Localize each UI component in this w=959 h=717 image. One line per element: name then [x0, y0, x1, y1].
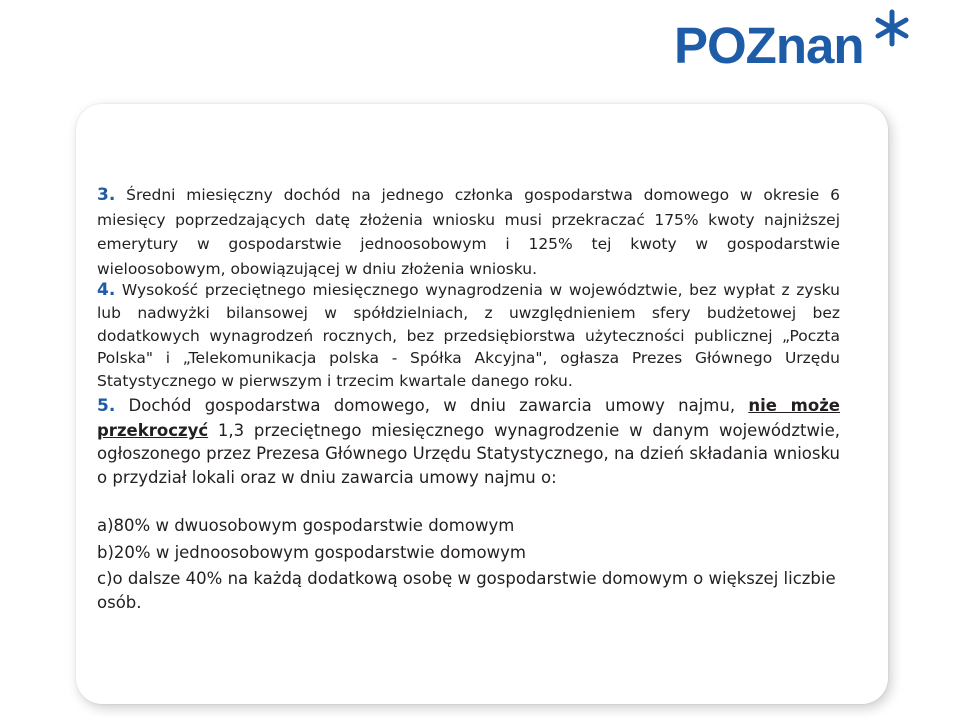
paragraph-5	[97, 394, 840, 490]
logo-wordmark: POZnan	[674, 17, 864, 74]
option-b: b)20% w jednoosobowym gospodarstwie domowym	[97, 543, 526, 562]
paragraph-4	[97, 279, 840, 393]
paragraph-5-emphasis: nie może przekroczyć	[97, 396, 840, 440]
paragraph-3-number: 3.	[97, 185, 116, 205]
paragraph-4-text: Wysokość przeciętnego miesięcznego wynagrodzenia w województwie, bez wypłat z zysku lub nadwyżki bilansowej w spółdzielniach, z uwzględnieniem sfery budżetowej bez dodatkowych wynagrodzeń rocznych, bez przedsiębiorstwa użyteczności publicznej „Poczta Polska" i „Telekomunikacja polska - Spółka Akcyjna", ogłasza Prezes Głównego Urzędu Statystycznego w pierwszym i trzecim kwartale danego roku.	[97, 281, 840, 391]
paragraph-3	[97, 183, 840, 281]
paragraph-5-text-before: Dochód gospodarstwa domowego, w dniu zawarcia umowy najmu,	[115, 396, 749, 415]
paragraph-5-number: 5.	[97, 396, 116, 416]
option-c: c)o dalsze 40% na każdą dodatkową osobę w gospodarstwie domowym o większej liczbie osób.	[97, 569, 836, 612]
paragraph-3-text: Średni miesięczny dochód na jednego członka gospodarstwa domowego w okresie 6 miesięcy poprzedzających datę złożenia wniosku musi przekraczać 175% kwoty najniższej emerytury w gospodarstwie jednoosobowym i 125% tej kwoty w gospodarstwie wieloosobowym, obowiązującej w dniu złożenia wniosku.	[97, 186, 840, 278]
option-a: a)80% w dwuosobowym gospodarstwie domowym	[97, 516, 515, 535]
poznan-logo	[672, 8, 916, 72]
paragraph-4-number: 4.	[97, 280, 116, 300]
asterisk-icon	[872, 8, 912, 48]
paragraph-5-text-after: 1,3 przeciętnego miesięcznego wynagrodzenie w danym województwie, ogłoszonego przez Prezesa Głównego Urzędu Statystycznego, na dzień składania wniosku o przydział lokali oraz w dniu zawarcia umowy najmu o:	[97, 420, 841, 488]
